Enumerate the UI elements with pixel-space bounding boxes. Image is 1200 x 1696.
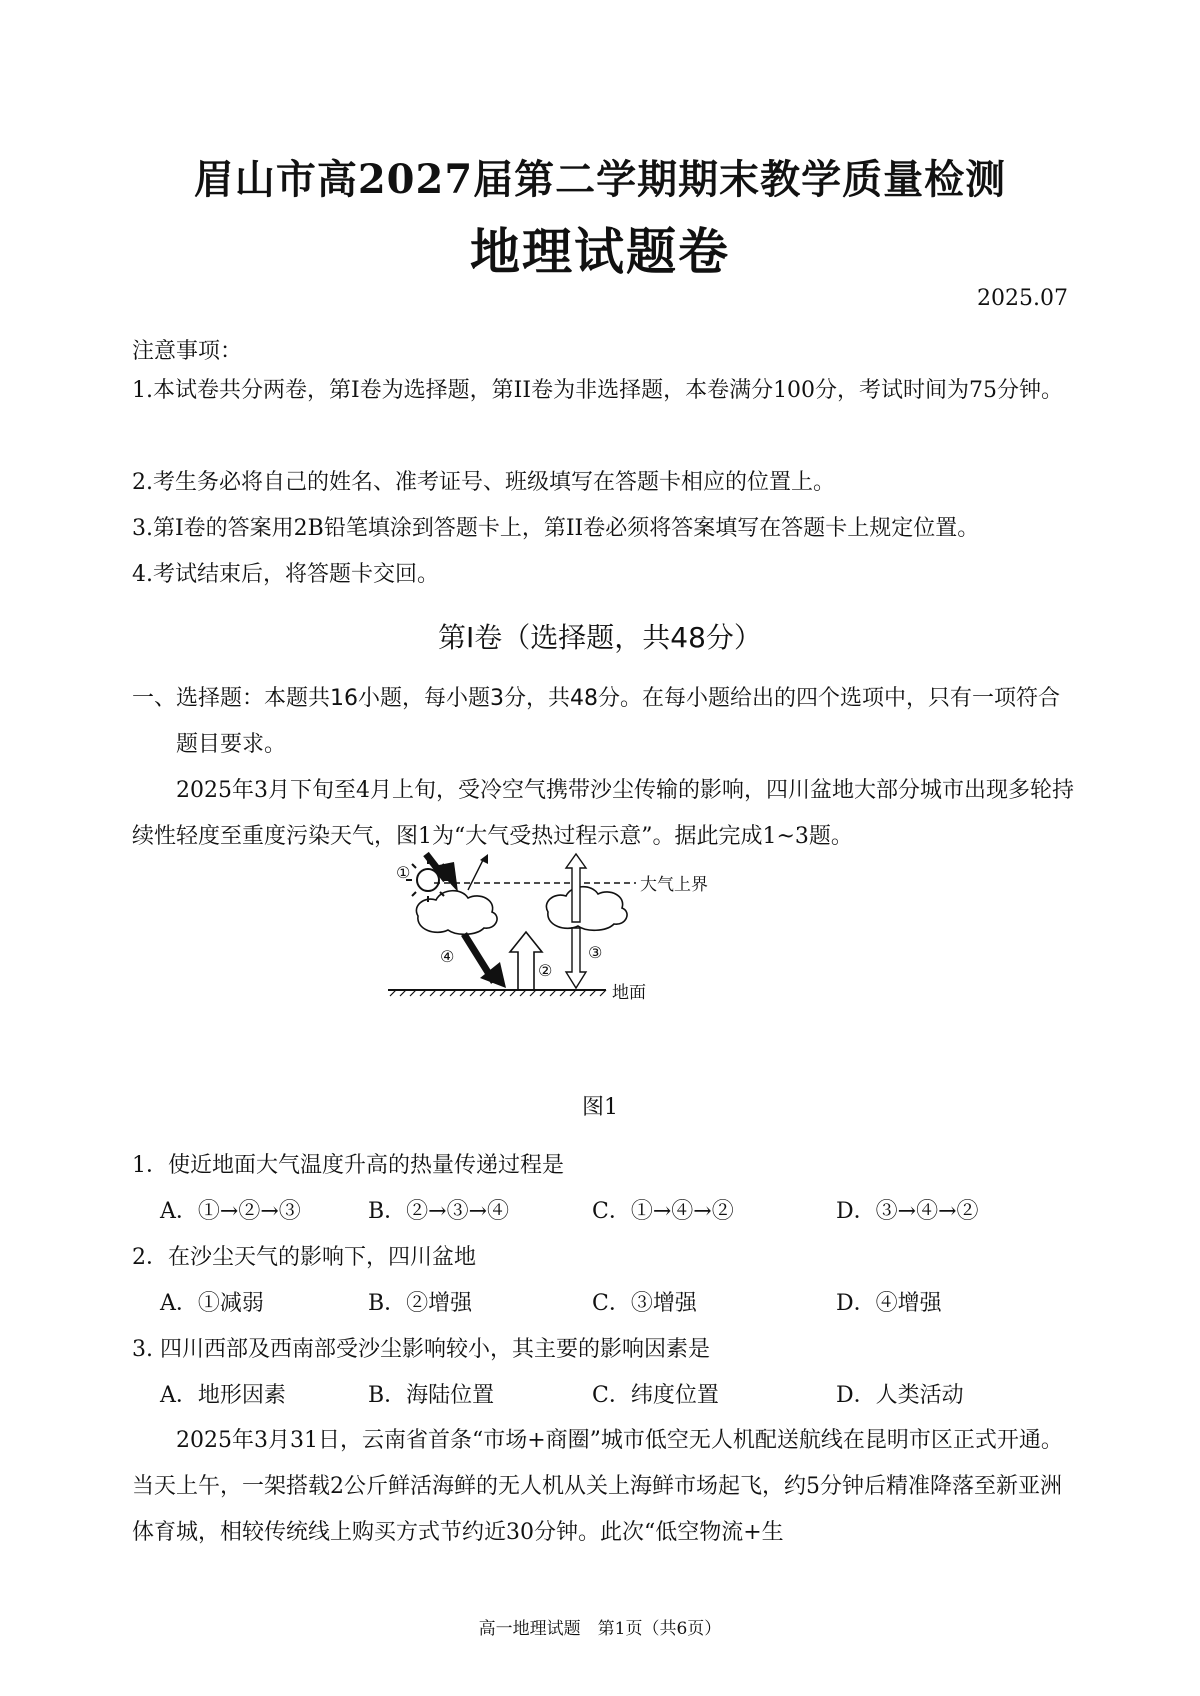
- note-item-2: 2.考生务必将自己的姓名、准考证号、班级填写在答题卡相应的位置上。: [132, 470, 835, 495]
- marker-4: ④: [440, 947, 455, 966]
- note-item-3: 3.第I卷的答案用2B铅笔填涂到答题卡上，第II卷必须将答案填写在答题卡上规定位置。: [132, 516, 980, 541]
- ground-line: [388, 990, 606, 996]
- question-2-option-b: B．②增强: [368, 1291, 473, 1316]
- question-3-option-c: C．纬度位置: [592, 1383, 719, 1408]
- arrow-solar-incoming: [426, 854, 458, 892]
- question-1-option-c: C．①→④→②: [592, 1199, 734, 1224]
- question-1-option-d: D．③→④→②: [836, 1199, 979, 1224]
- question-3-stem: 3. 四川西部及西南部受沙尘影响较小，其主要的影响因素是: [132, 1337, 710, 1362]
- exam-date: 2025.07: [977, 286, 1068, 311]
- marker-3: ③: [588, 943, 603, 962]
- question-2-option-c: C．③增强: [592, 1291, 697, 1316]
- question-2-option-d: D．④增强: [836, 1291, 942, 1316]
- arrow-up-space: [566, 854, 586, 922]
- figure-caption: 图1: [582, 1095, 618, 1120]
- arrow-solar-ground: [464, 934, 506, 988]
- page-footer: 高一地理试题 第1页（共6页）: [478, 1619, 722, 1639]
- note-item-1: 1.本试卷共分两卷，第I卷为选择题，第II卷为非选择题，本卷满分100分，考试时间为75分钟。: [132, 378, 1064, 403]
- label-atmosphere-top: 大气上界: [640, 875, 708, 895]
- part-title: 第I卷（选择题，共48分）: [438, 621, 762, 654]
- question-2-option-a: A．①减弱: [160, 1291, 264, 1316]
- exam-subject-title: 地理试题卷: [470, 222, 730, 281]
- question-1-option-a: A．①→②→③: [160, 1199, 301, 1224]
- question-3-option-b: B．海陆位置: [368, 1383, 495, 1408]
- atmosphere-heating-diagram: [396, 854, 810, 1084]
- cloud-right-icon: [546, 887, 627, 931]
- exam-title: 眉山市高2027届第二学期期末教学质量检测: [193, 156, 1007, 203]
- question-3-option-d: D．人类活动: [836, 1383, 964, 1408]
- question-1-stem: 1．使近地面大气温度升高的热量传递过程是: [132, 1153, 564, 1178]
- arrow-reflected: [468, 854, 488, 890]
- section-heading: 一、选择题：本题共16小题，每小题3分，共48分。在每小题给出的四个选项中，只有一项符合题目要求。: [132, 686, 1060, 757]
- passage-intro-1: 2025年3月下旬至4月上旬，受冷空气携带沙尘传输的影响，四川盆地大部分城市出现多轮持续性轻度至重度污染天气，图1为“大气受热过程示意”。据此完成1~3题。: [132, 778, 1074, 849]
- notes-heading: 注意事项：: [132, 339, 243, 364]
- arrow-counter-radiation: [566, 928, 586, 988]
- question-1-option-b: B．②→③→④: [368, 1199, 510, 1224]
- marker-2: ②: [538, 961, 553, 980]
- note-item-4: 4.考试结束后，将答题卡交回。: [132, 562, 439, 587]
- question-3-option-a: A．地形因素: [160, 1383, 286, 1408]
- question-2-stem: 2．在沙尘天气的影响下，四川盆地: [132, 1245, 476, 1270]
- marker-1: ①: [396, 863, 411, 882]
- passage-intro-2: 2025年3月31日，云南省首条“市场+商圈”城市低空无人机配送航线在昆明市区正式开通。当天上午，一架搭载2公斤鲜活海鲜的无人机从关上海鲜市场起飞，约5分钟后精准降落至新亚洲体育城，相较传统线上购买方式节约近30分钟。此次“低空物流+生: [132, 1428, 1063, 1545]
- label-ground: 地面: [612, 983, 646, 1003]
